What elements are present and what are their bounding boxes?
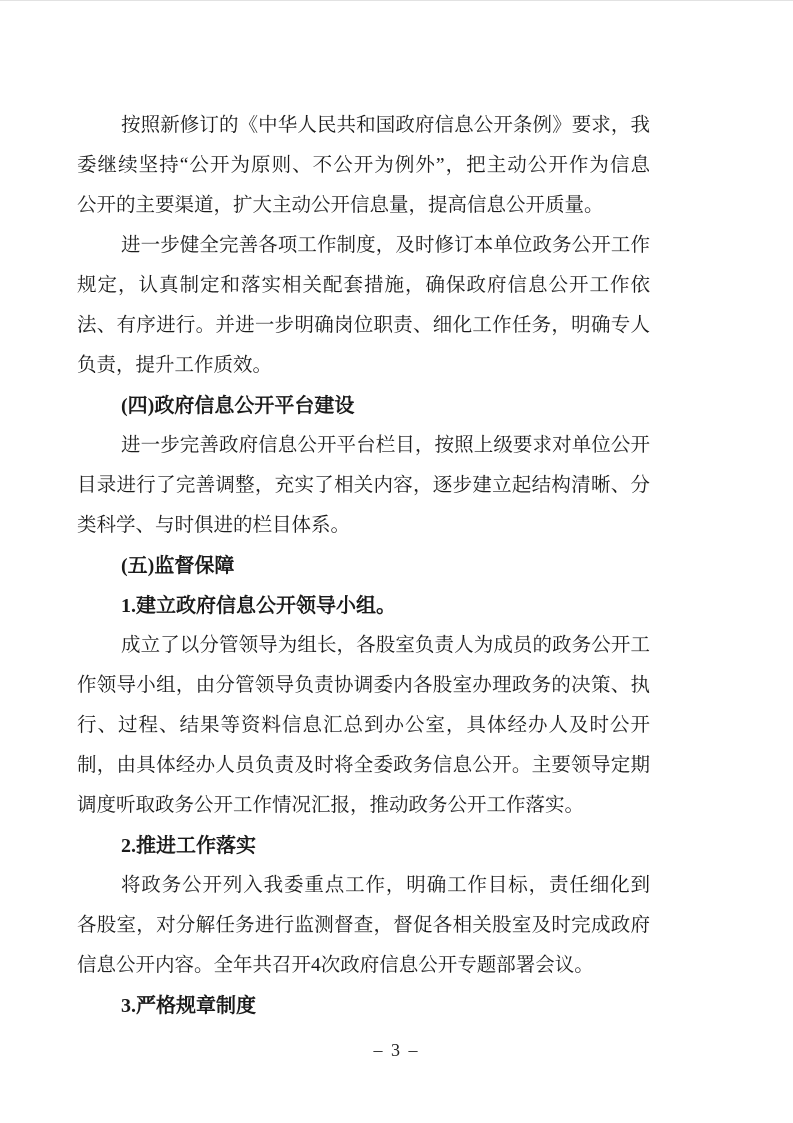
paragraph-line: 调度听取政务公开工作情况汇报，推动政务公开工作落实。 bbox=[77, 795, 585, 816]
paragraph-line: 目录进行了完善调整，充实了相关内容，逐步建立起结构清晰、分 bbox=[77, 475, 650, 496]
paragraph-line: 成立了以分管领导为组长，各股室负责人为成员的政务公开工 bbox=[121, 635, 650, 656]
paragraph-line: 各股室，对分解任务进行监测督查，督促各相关股室及时完成政府 bbox=[77, 915, 650, 936]
document-body bbox=[77, 106, 650, 1026]
section-heading: 1.建立政府信息公开领导小组。 bbox=[121, 595, 396, 617]
paragraph-line: 法、有序进行。并进一步明确岗位职责、细化工作任务，明确专人 bbox=[77, 315, 650, 336]
paragraph-line: 类科学、与时俱进的栏目体系。 bbox=[77, 515, 351, 536]
paragraph-line: 作领导小组，由分管领导负责协调委内各股室办理政务的决策、执 bbox=[77, 675, 650, 696]
paragraph-line: 委继续坚持“公开为原则、不公开为例外”，把主动公开作为信息 bbox=[77, 155, 650, 176]
paragraph-line: 信息公开内容。全年共召开4次政府信息公开专题部署会议。 bbox=[77, 955, 594, 976]
page-number: – 3 – bbox=[373, 1040, 420, 1060]
paragraph-line: 行、过程、结果等资料信息汇总到办公室，具体经办人及时公开 bbox=[77, 715, 650, 736]
paragraph-line: 公开的主要渠道，扩大主动公开信息量，提高信息公开质量。 bbox=[77, 195, 604, 216]
section-heading: 2.推进工作落实 bbox=[121, 835, 256, 857]
paragraph-line: 将政务公开列入我委重点工作，明确工作目标，责任细化到 bbox=[121, 875, 650, 896]
paragraph-line: 规定，认真制定和落实相关配套措施，确保政府信息公开工作依 bbox=[77, 275, 650, 296]
section-heading: 3.严格规章制度 bbox=[121, 995, 256, 1017]
paragraph-line: 按照新修订的《中华人民共和国政府信息公开条例》要求，我 bbox=[121, 115, 650, 136]
paragraph-line: 进一步健全完善各项工作制度，及时修订本单位政务公开工作 bbox=[121, 235, 650, 256]
paragraph-line: 制，由具体经办人员负责及时将全委政务信息公开。主要领导定期 bbox=[77, 755, 650, 776]
section-heading: (四)政府信息公开平台建设 bbox=[121, 395, 355, 417]
paragraph-line: 负责，提升工作质效。 bbox=[77, 355, 273, 376]
section-heading: (五)监督保障 bbox=[121, 555, 235, 577]
page-footer bbox=[0, 1033, 793, 1067]
paragraph-line: 进一步完善政府信息公开平台栏目，按照上级要求对单位公开 bbox=[121, 435, 650, 456]
